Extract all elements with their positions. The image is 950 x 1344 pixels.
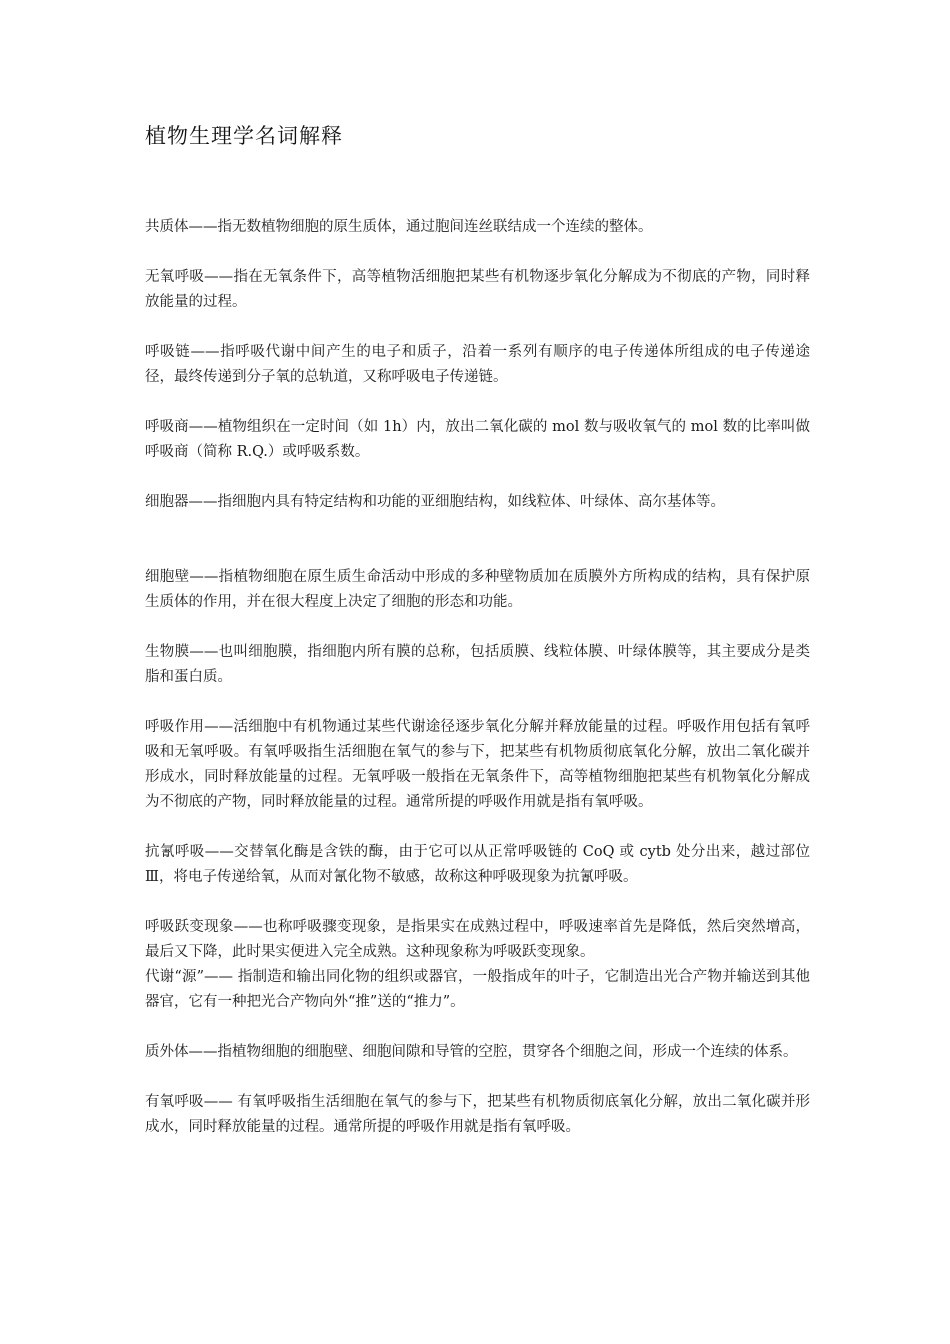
entry-term: 共质体 [145, 219, 189, 235]
entry-separator: —— [189, 569, 219, 585]
entry-term: 呼吸商 [145, 419, 189, 435]
glossary-entry [145, 565, 810, 615]
document-title: 植物生理学名词解释 [145, 124, 343, 148]
glossary-entry [145, 215, 810, 240]
entry-definition: 指细胞内具有特定结构和功能的亚细胞结构，如线粒体、叶绿体、高尔基体等。 [217, 494, 725, 510]
entry-separator: —— [188, 419, 218, 435]
glossary-entry [145, 965, 810, 1015]
glossary-entry [145, 265, 810, 315]
entry-definition: 指植物细胞的细胞壁、细胞间隙和导管的空腔，贯穿各个细胞之间，形成一个连续的体系。 [217, 1044, 798, 1060]
glossary-entry [145, 640, 810, 690]
entry-term: 呼吸跃变现象 [145, 919, 234, 935]
glossary-entry [145, 715, 810, 815]
entry-term: 有氧呼吸 [145, 1094, 204, 1110]
glossary-entry [145, 340, 810, 390]
glossary-entry [145, 840, 810, 890]
entry-separator: —— [204, 969, 238, 985]
entry-definition: 指植物细胞在原生质生命活动中形成的多种壁物质加在质膜外方所构成的结构，具有保护原生质体的作用，并在很大程度上决定了细胞的形态和功能。 [145, 569, 810, 610]
entry-definition: 植物组织在一定时间（如 1h）内，放出二氧化碳的 mol 数与吸收氧气的 mol 数的比率叫做呼吸商（简称 R.Q.）或呼吸系数。 [145, 419, 811, 460]
entry-separator: —— [204, 719, 234, 735]
entry-definition: 有氧呼吸指生活细胞在氧气的参与下，把某些有机物质彻底氧化分解，放出二氧化碳并形成水，同时释放能量的过程。通常所提的呼吸作用就是指有氧呼吸。 [145, 1094, 811, 1135]
entry-definition: 指无数植物细胞的原生质体，通过胞间连丝联结成一个连续的整体。 [217, 219, 653, 235]
entry-term: 呼吸链 [145, 344, 191, 360]
entry-separator: —— [204, 844, 234, 860]
entry-definition: 也叫细胞膜，指细胞内所有膜的总称，包括质膜、线粒体膜、叶绿体膜等，其主要成分是类脂和蛋白质。 [145, 644, 810, 685]
glossary-entry [145, 1040, 810, 1065]
entry-separator: —— [190, 344, 220, 360]
glossary-entry [145, 415, 810, 465]
glossary-list [145, 215, 810, 1140]
entry-definition: 活细胞中有机物通过某些代谢途径逐步氧化分解并释放能量的过程。呼吸作用包括有氧呼吸和无氧呼吸。有氧呼吸指生活细胞在氧气的参与下，把某些有机物质彻底氧化分解，放出二氧化碳并形成水，同时释放能量的过程。无氧呼吸一般指在无氧条件下，高等植物细胞把某些有机物氧化分解成为不彻底的产物，同时释放能量的过程。通常所提的呼吸作用就是指有氧呼吸。 [145, 719, 811, 810]
glossary-entry [145, 490, 810, 515]
entry-definition: 交替氧化酶是含铁的酶，由于它可以从正常呼吸链的 CoQ 或 cytb 处分出来，越过部位Ⅲ，将电子传递给氧，从而对氰化物不敏感，故称这种呼吸现象为抗氰呼吸。 [145, 844, 810, 885]
entry-term: 呼吸作用 [145, 719, 205, 735]
entry-term: 无氧呼吸 [145, 269, 205, 285]
entry-separator: —— [204, 269, 234, 285]
entry-term: 抗氰呼吸 [145, 844, 205, 860]
entry-separator: —— [189, 644, 219, 660]
entry-separator: —— [233, 919, 263, 935]
entry-definition: 指在无氧条件下，高等植物活细胞把某些有机物逐步氧化分解成为不彻底的产物，同时释放能量的过程。 [145, 269, 811, 310]
entry-separator: —— [203, 1094, 238, 1110]
entry-definition: 也称呼吸骤变现象，是指果实在成熟过程中，呼吸速率首先是降低，然后突然增高，最后又下降，此时果实便进入完全成熟。这种现象称为呼吸跃变现象。 [145, 919, 811, 960]
entry-definition: 指制造和输出同化物的组织或器官，一般指成年的叶子，它制造出光合产物并输送到其他器官，它有一种把光合产物向外“推”送的“推力”。 [145, 969, 811, 1010]
entry-term: 代谢“源” [145, 969, 205, 985]
entry-separator: —— [188, 494, 218, 510]
glossary-entry [145, 915, 810, 965]
entry-separator: —— [188, 219, 218, 235]
entry-separator: —— [188, 1044, 218, 1060]
entry-term: 生物膜 [145, 644, 190, 660]
glossary-entry [145, 1090, 810, 1140]
entry-term: 细胞壁 [145, 569, 190, 585]
entry-definition: 指呼吸代谢中间产生的电子和质子，沿着一系列有顺序的电子传递体所组成的电子传递途径，最终传递到分子氧的总轨道，又称呼吸电子传递链。 [145, 344, 811, 385]
entry-term: 细胞器 [145, 494, 189, 510]
entry-term: 质外体 [145, 1044, 189, 1060]
